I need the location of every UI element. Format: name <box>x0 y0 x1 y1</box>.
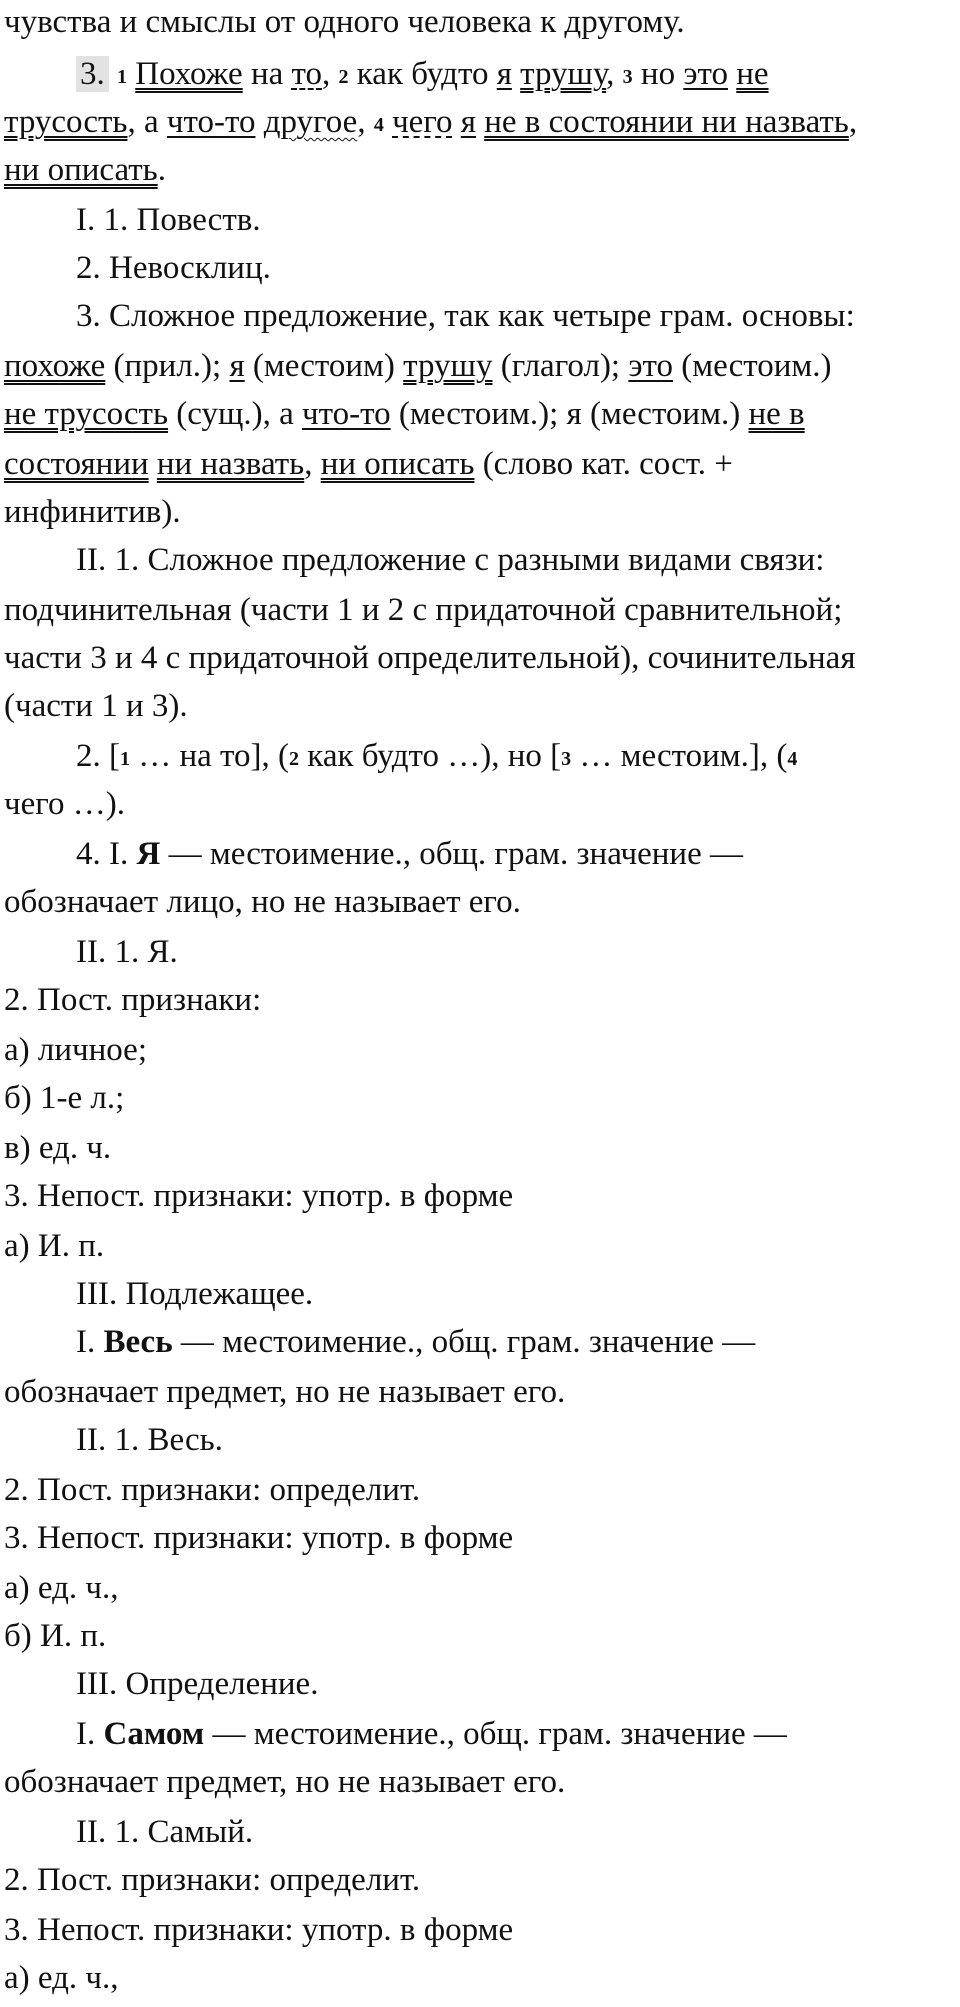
word: (глагол); <box>492 348 629 384</box>
analysis-line <box>76 1714 787 1754</box>
sentence-scheme: чего …). <box>4 786 125 822</box>
predicate-word: ни описать <box>4 152 158 188</box>
word: I. <box>76 1716 104 1752</box>
sentence-number: 3. <box>76 56 109 92</box>
analysis-line: 3. Непост. признаки: употр. в форме <box>4 1520 514 1556</box>
predicate-word: трушу <box>403 348 493 384</box>
analyzed-word: Я <box>136 836 161 872</box>
predicate-word: не трусость <box>4 396 169 432</box>
analysis-line: I. 1. Повеств. <box>76 202 261 238</box>
analysis-line: III. Определение. <box>76 1666 319 1702</box>
analysis-line: II. 1. Весь. <box>76 1422 223 1458</box>
sentence-scheme <box>76 736 797 776</box>
analysis-line: II. 1. Самый. <box>76 1814 254 1850</box>
predicate-word: не в <box>748 396 805 432</box>
analysis-line <box>4 346 832 386</box>
predicate-word: не <box>736 56 769 92</box>
word: на <box>242 56 292 92</box>
word: (местоим.) <box>673 348 832 384</box>
analysis-line: 2. Невосклиц. <box>76 250 271 286</box>
analysis-line: б) 1-е л.; <box>4 1080 125 1116</box>
analysis-line: а) ед. ч., <box>4 1960 119 1996</box>
analysis-line: (части 1 и 3). <box>4 688 188 724</box>
space <box>255 104 263 140</box>
attribute-word: другое <box>263 104 358 140</box>
word: — местоимение., общ. грам. значение — <box>172 1324 756 1360</box>
part-marker: 1 <box>120 748 130 770</box>
predicate-word: ни описать <box>320 446 475 482</box>
scheme-text: как будто …), но [ <box>299 738 562 774</box>
word: (местоим.); я (местоим.) <box>390 396 749 432</box>
analysis-line: обозначает лицо, но не называет его. <box>4 884 521 920</box>
analysis-line: б) И. п. <box>4 1618 107 1654</box>
subject-word: это <box>628 348 674 384</box>
analysis-line: II. 1. Сложное предложение с разными видами связи: <box>76 542 825 578</box>
word: I. <box>76 1324 104 1360</box>
scheme-text: … на то], ( <box>130 738 290 774</box>
subject-word: я <box>460 104 476 140</box>
predicate-word: состоянии <box>4 446 149 482</box>
part-marker: 2 <box>289 748 300 770</box>
analysis-line <box>4 394 805 434</box>
analysis-line <box>76 1322 755 1362</box>
word: — местоимение., общ. грам. значение — <box>204 1716 787 1752</box>
predicate-word: трушу <box>520 56 607 92</box>
subject-word: я <box>229 348 245 384</box>
space <box>453 104 461 140</box>
word: (прил.); <box>105 348 230 384</box>
sentence-line-3 <box>4 150 166 190</box>
analysis-line: а) ед. ч., <box>4 1570 119 1606</box>
subject-word: я <box>496 56 512 92</box>
punct: , <box>848 104 858 140</box>
word: , а <box>127 104 167 140</box>
scheme-text: 2. [ <box>76 738 120 774</box>
text-line: чувства и смыслы от одного человека к другому. <box>4 4 685 40</box>
part-marker: 2 <box>338 66 349 88</box>
subject-word: это <box>683 56 728 92</box>
word: но <box>640 56 684 92</box>
analysis-line: инфинитив). <box>4 494 181 530</box>
punct: , <box>606 56 623 92</box>
analysis-line: III. Подлежащее. <box>76 1276 314 1312</box>
analyzed-word: Самом <box>103 1716 205 1752</box>
object-word: чего <box>392 104 453 140</box>
analysis-line: 3. Сложное предложение, так как четыре грам. основы: <box>76 298 855 334</box>
analysis-line: 3. Непост. признаки: употр. в форме <box>4 1912 514 1948</box>
part-marker: 3 <box>622 66 633 88</box>
sentence-line-1 <box>76 54 769 94</box>
analysis-line <box>76 834 743 874</box>
punct: . <box>157 152 166 188</box>
word: 4. I. <box>76 836 137 872</box>
punct: , <box>357 104 374 140</box>
analysis-line: а) И. п. <box>4 1228 105 1264</box>
analysis-line: обозначает предмет, но не называет его. <box>4 1764 566 1800</box>
sentence-line-2 <box>4 102 857 142</box>
space <box>512 56 520 92</box>
subject-word: что-то <box>302 396 391 432</box>
predicate-word: трусость <box>4 104 128 140</box>
predicate-word: Похоже <box>135 56 243 92</box>
analysis-line: части 3 и 4 с придаточной определительной), сочинительная <box>4 640 856 676</box>
analysis-line: а) личное; <box>4 1032 147 1068</box>
analysis-line <box>4 444 733 484</box>
scheme-text: … местоим.], ( <box>571 738 788 774</box>
predicate-word: не в состоянии ни назвать <box>484 104 849 140</box>
analysis-line: 2. Пост. признаки: <box>4 982 262 1018</box>
analysis-line: 2. Пост. признаки: определит. <box>4 1862 421 1898</box>
part-marker: 3 <box>561 748 572 770</box>
word: (местоим) <box>244 348 404 384</box>
analysis-line: 3. Непост. признаки: употр. в форме <box>4 1178 514 1214</box>
word: (сущ.), а <box>168 396 303 432</box>
word <box>149 446 157 482</box>
predicate-word: похоже <box>4 348 106 384</box>
word: — местоимение., общ. грам. значение — <box>160 836 743 872</box>
analysis-line: II. 1. Я. <box>76 934 178 970</box>
word: (слово кат. сост. + <box>474 446 733 482</box>
object-word: то <box>291 56 323 92</box>
punct: , <box>322 56 339 92</box>
analyzed-word: Весь <box>103 1324 173 1360</box>
space <box>476 104 484 140</box>
part-marker: 4 <box>787 748 798 770</box>
analysis-line: подчинительная (части 1 и 2 с придаточной сравнительной; <box>4 592 843 628</box>
word: как будто <box>356 56 497 92</box>
analysis-line: в) ед. ч. <box>4 1130 112 1166</box>
subject-word: что-то <box>166 104 256 140</box>
space <box>728 56 736 92</box>
analysis-line: обозначает предмет, но не называет его. <box>4 1374 566 1410</box>
part-marker: 1 <box>117 66 127 88</box>
analysis-line: 2. Пост. признаки: определит. <box>4 1472 421 1508</box>
part-marker: 4 <box>373 114 384 136</box>
word: , <box>304 446 321 482</box>
predicate-word: ни назвать <box>156 446 305 482</box>
